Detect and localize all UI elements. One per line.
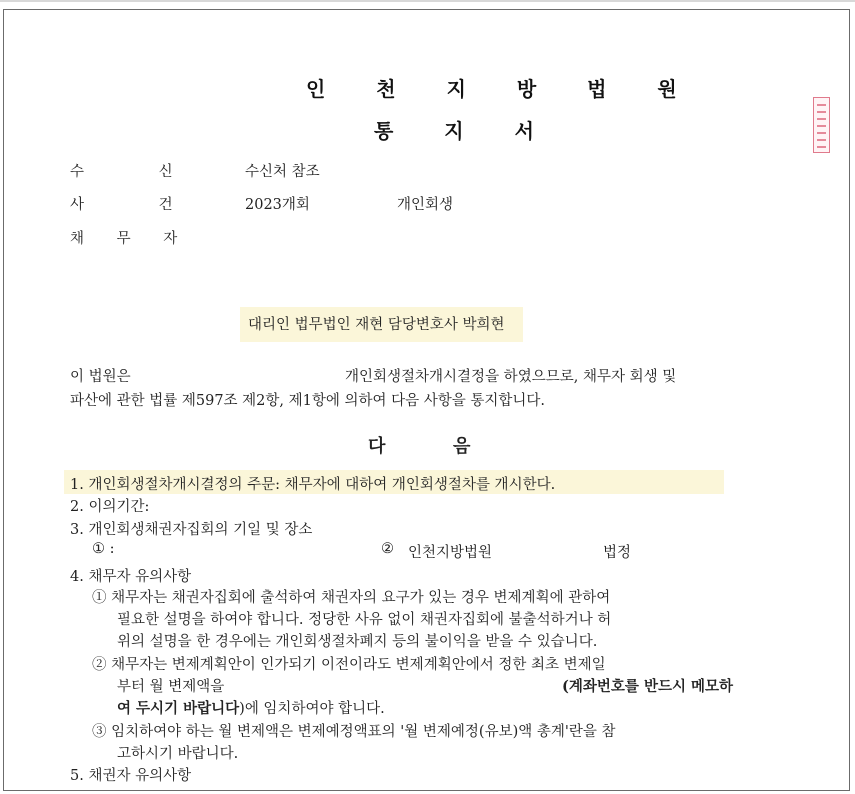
field-label-case: 사 건 (70, 197, 173, 213)
item-2: 2. 이의기간: (70, 499, 150, 515)
agent-line (240, 307, 523, 342)
item-3-sub2-room: 법정 (603, 545, 632, 561)
field-value-case-number: 2023개회 (245, 197, 310, 213)
court-name: 인 천 지 방 법 원 (306, 77, 699, 101)
field-label-recipient: 수 신 (70, 164, 173, 180)
field-label-debtor: 채 무 자 (70, 231, 178, 247)
intro-line2: 파산에 관한 법률 제597조 제2항, 제1항에 의하여 다음 사항을 통지합니다. (70, 393, 546, 409)
item-3-sub1: ① : (92, 541, 115, 557)
document-title: 통 지 서 (374, 119, 556, 143)
item-4-1-line3: 위의 설명을 한 경우에는 개인회생절차폐지 등의 불이익을 받을 수 있습니다. (117, 634, 598, 650)
item-4-2-line3-rest: )에 임치하여야 합니다. (239, 701, 385, 717)
item-4-2-line3 (117, 697, 385, 718)
heading-da: 다 (368, 436, 386, 457)
field-value-recipient: 수신처 참조 (245, 164, 320, 180)
intro-line1-end: 개인회생절차개시결정을 하였으므로, 채무자 회생 및 (345, 369, 677, 385)
heading-eum: 음 (453, 436, 471, 457)
item-4-3-line2: 고하시기 바랍니다. (117, 746, 239, 762)
item-5: 5. 채권자 유의사항 (70, 768, 192, 784)
item-1: 1. 개인회생절차개시결정의 주문: 채무자에 대하여 개인회생절차를 개시한다. (70, 477, 556, 493)
item-1-row (64, 470, 724, 494)
court-seal-stamp (813, 97, 830, 153)
item-4: 4. 채무자 유의사항 (70, 569, 192, 585)
item-3: 3. 개인회생채권자집회의 기일 및 장소 (70, 522, 313, 538)
field-value-case-type: 개인회생 (397, 197, 454, 213)
item-4-2-line1: ② 채무자는 변제계획안이 인가되기 이전이라도 변제계획안에서 정한 최초 변제일 (92, 657, 606, 673)
item-4-1-line1: ① 채무자는 채권자집회에 출석하여 채권자의 요구가 있는 경우 변제계획에 관하여 (92, 590, 611, 606)
item-4-2-line2-bold: (계좌번호를 반드시 메모하 (562, 678, 734, 695)
item-4-1-line2: 필요한 설명을 하여야 합니다. 정당한 사유 없이 채권자집회에 불출석하거나 허 (117, 612, 612, 628)
item-3-sub2-circle: ② (381, 541, 394, 557)
item-3-sub2-place: 인천지방법원 (408, 545, 493, 561)
top-scan-edge (0, 0, 855, 2)
item-4-3-line1: ③ 임치하여야 하는 월 변제액은 변제예정액표의 '월 변제예정(유보)액 총계'란을 참 (92, 724, 616, 740)
item-4-2-line3-bold: 여 두시기 바랍니다 (117, 700, 240, 717)
item-4-2-line2: 부터 월 변제액을 (117, 679, 225, 695)
intro-line1-start: 이 법원은 (70, 369, 131, 385)
agent-line-text: 대리인 법무법인 재현 담당변호사 박희현 (248, 317, 505, 333)
